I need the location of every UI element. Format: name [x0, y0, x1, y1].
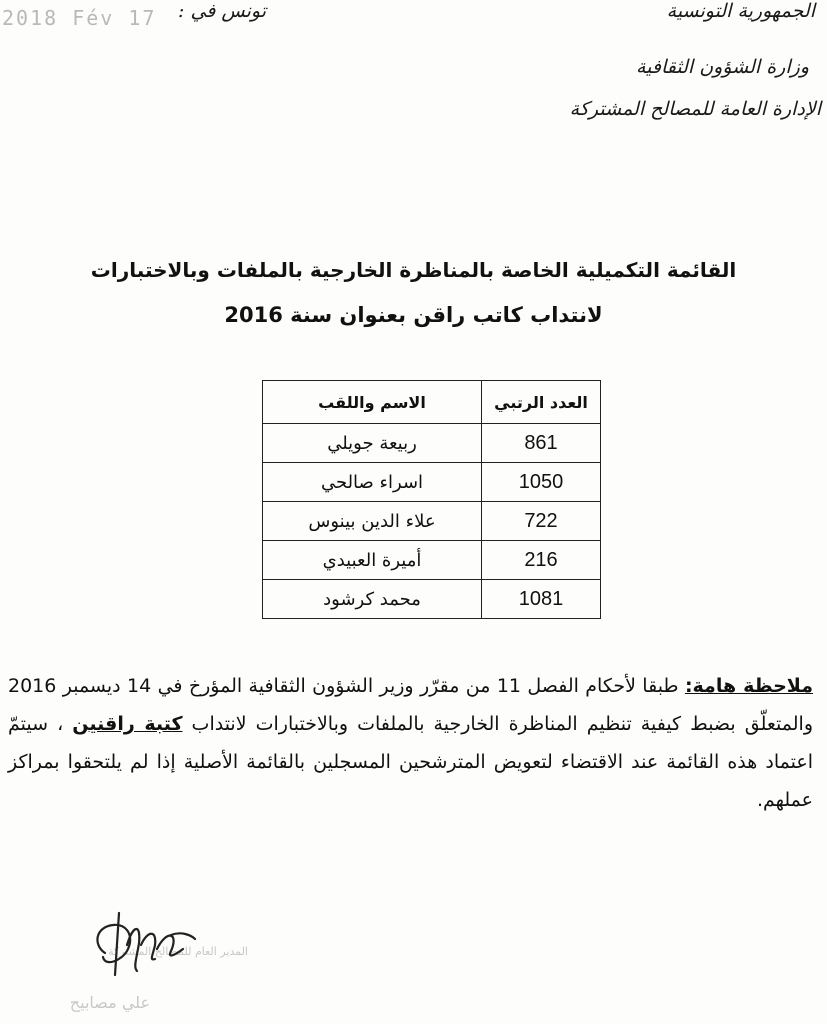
column-header-name: الاسم واللقب: [263, 381, 482, 424]
note-text-part1: طبقا لأحكام الفصل 11 من مقرّر وزير الشؤون الثقافية المؤرخ في 14 ديسمبر 2016 والمتعلّق بضبط كيفية تنظيم المناظرة الخارجية بالملفات وبالاختبارات لانتداب: [8, 675, 814, 735]
important-note: [8, 667, 813, 819]
document-title: القائمة التكميلية الخاصة بالمناظرة الخارجية بالملفات وبالاختبارات: [90, 258, 737, 282]
note-label: ملاحظة هامة:: [684, 675, 813, 697]
ministry-heading: وزارة الشؤون الثقافية: [635, 56, 809, 78]
handwritten-signature: [75, 905, 205, 985]
table-row: [263, 424, 601, 463]
row-number: 1081: [482, 580, 601, 619]
note-text-part2: ، سيتمّ اعتماد هذه القائمة عند الاقتضاء لتعويض المترشحين المسجلين بالقائمة الأصلية إذا لم يلتحقوا بمراكز عملهم.: [8, 713, 813, 811]
republic-heading: الجمهورية التونسية: [666, 0, 815, 22]
candidates-table: [262, 380, 601, 619]
directorate-heading: الإدارة العامة للمصالح المشتركة: [569, 98, 821, 120]
signature-block: [0, 905, 280, 1024]
official-stamp-text: المدير العام للمصالح المشتركة: [108, 945, 248, 958]
table-header-row: [263, 381, 601, 424]
received-date-stamp: 2018 Fév 17: [2, 6, 157, 30]
row-number: 1050: [482, 463, 601, 502]
row-name: ربيعة جويلي: [263, 424, 482, 463]
table-row: [263, 541, 601, 580]
row-number: 861: [482, 424, 601, 463]
row-number: 722: [482, 502, 601, 541]
table-row: [263, 580, 601, 619]
document-subtitle: لانتداب كاتب راقن بعنوان سنة 2016: [224, 303, 603, 327]
note-emphasis: كتبة راقنين: [72, 713, 183, 735]
table-row: [263, 502, 601, 541]
row-name: علاء الدين بينوس: [263, 502, 482, 541]
column-header-number: العدد الرتبي: [482, 381, 601, 424]
place-date-label: تونس في :: [178, 0, 267, 22]
signer-name: علي مصابيح: [69, 993, 150, 1012]
row-name: محمد كرشود: [263, 580, 482, 619]
table-row: [263, 463, 601, 502]
row-number: 216: [482, 541, 601, 580]
row-name: اسراء صالحي: [263, 463, 482, 502]
row-name: أميرة العبيدي: [263, 541, 482, 580]
